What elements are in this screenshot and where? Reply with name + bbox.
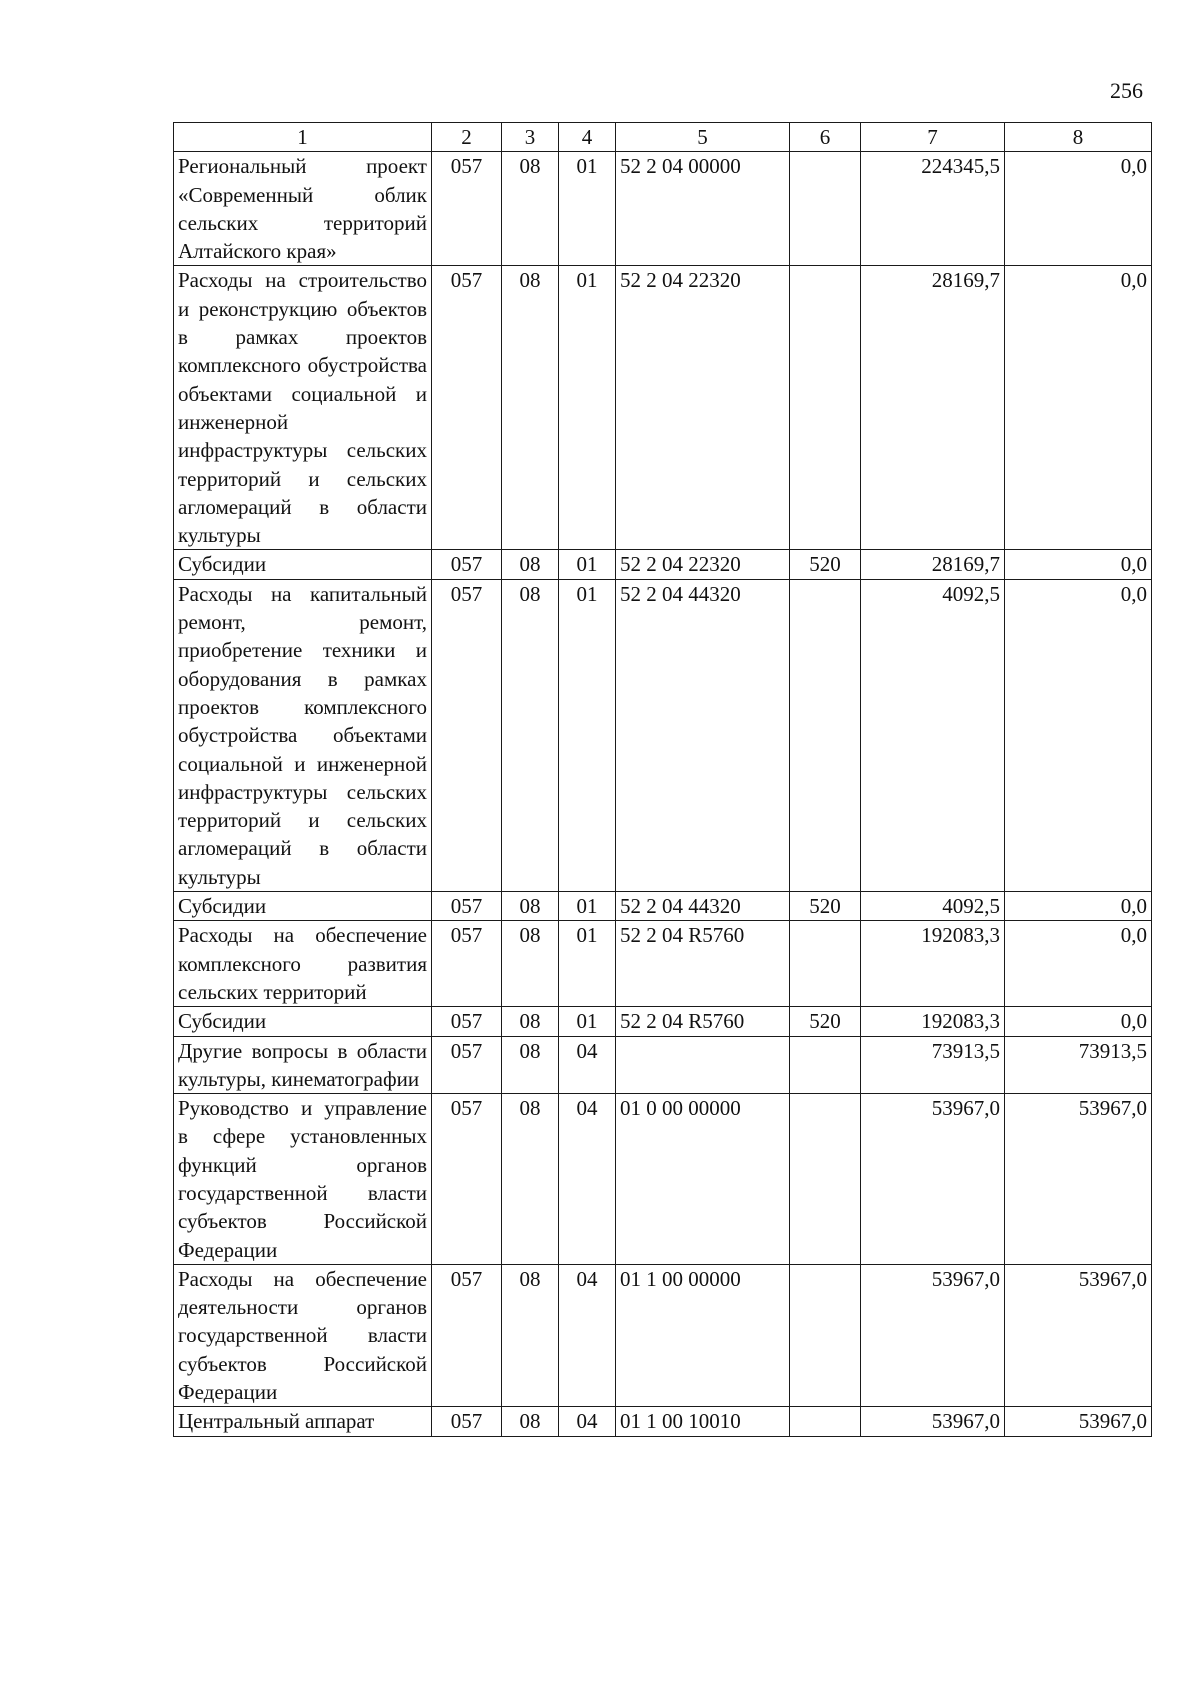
expense-type-code [790,152,861,266]
table-row [174,550,1152,579]
section-code: 08 [502,266,559,550]
section-code: 08 [502,550,559,579]
expense-name: Субсидии [174,892,432,921]
table-row [174,1036,1152,1094]
subsection-code: 04 [559,1407,616,1436]
amount-col8: 0,0 [1005,266,1152,550]
expense-type-code: 520 [790,550,861,579]
amount-col8: 0,0 [1005,579,1152,891]
expense-name: Расходы на строительство и реконструкцию объектов в рамках проектов комплексного обустройства объектами социальной и инженерной инфраструктуры сельских территорий и сельских агломераций в области культуры [174,266,432,550]
target-article-code: 52 2 04 R5760 [616,1007,790,1036]
amount-col7: 28169,7 [861,266,1005,550]
section-code: 08 [502,152,559,266]
section-code: 08 [502,1407,559,1436]
header-cell: 4 [559,123,616,152]
ministry-code: 057 [432,579,502,891]
expense-type-code [790,266,861,550]
expense-name: Руководство и управление в сфере установленных функций органов государственной власти субъектов Российской Федерации [174,1094,432,1265]
subsection-code: 01 [559,579,616,891]
expense-type-code: 520 [790,892,861,921]
amount-col7: 53967,0 [861,1407,1005,1436]
header-cell: 2 [432,123,502,152]
amount-col7: 53967,0 [861,1094,1005,1265]
ministry-code: 057 [432,921,502,1007]
target-article-code: 52 2 04 00000 [616,152,790,266]
subsection-code: 01 [559,152,616,266]
amount-col7: 28169,7 [861,550,1005,579]
amount-col7: 4092,5 [861,579,1005,891]
table-row [174,1264,1152,1406]
expense-type-code [790,921,861,1007]
target-article-code: 52 2 04 22320 [616,550,790,579]
target-article-code: 52 2 04 44320 [616,579,790,891]
amount-col7: 192083,3 [861,921,1005,1007]
amount-col8: 73913,5 [1005,1036,1152,1094]
table-row [174,1407,1152,1436]
ministry-code: 057 [432,892,502,921]
amount-col7: 53967,0 [861,1264,1005,1406]
target-article-code: 52 2 04 R5760 [616,921,790,1007]
header-cell: 1 [174,123,432,152]
table-row [174,152,1152,266]
amount-col8: 53967,0 [1005,1264,1152,1406]
amount-col8: 0,0 [1005,152,1152,266]
amount-col7: 192083,3 [861,1007,1005,1036]
expense-name: Центральный аппарат [174,1407,432,1436]
amount-col8: 0,0 [1005,921,1152,1007]
header-cell: 8 [1005,123,1152,152]
ministry-code: 057 [432,1264,502,1406]
ministry-code: 057 [432,1094,502,1265]
table-row [174,921,1152,1007]
header-cell: 5 [616,123,790,152]
ministry-code: 057 [432,152,502,266]
target-article-code: 52 2 04 22320 [616,266,790,550]
subsection-code: 04 [559,1036,616,1094]
expense-type-code [790,1094,861,1265]
amount-col8: 0,0 [1005,892,1152,921]
header-cell: 3 [502,123,559,152]
page-number: 256 [1110,78,1143,103]
header-row [174,123,1152,152]
target-article-code: 52 2 04 44320 [616,892,790,921]
expense-name: Расходы на обеспечение деятельности органов государственной власти субъектов Российской Федерации [174,1264,432,1406]
amount-col7: 4092,5 [861,892,1005,921]
amount-col8: 53967,0 [1005,1094,1152,1265]
section-code: 08 [502,579,559,891]
subsection-code: 04 [559,1094,616,1265]
amount-col8: 0,0 [1005,1007,1152,1036]
header-cell: 7 [861,123,1005,152]
expense-name: Расходы на капитальный ремонт, ремонт, приобретение техники и оборудования в рамках проектов комплексного обустройства объектами социальной и инженерной инфраструктуры сельских территорий и сельских агломераций в области культуры [174,579,432,891]
amount-col7: 73913,5 [861,1036,1005,1094]
expense-type-code [790,1407,861,1436]
expense-name: Расходы на обеспечение комплексного развития сельских территорий [174,921,432,1007]
budget-table [173,122,1152,1437]
ministry-code: 057 [432,266,502,550]
expense-name: Субсидии [174,550,432,579]
table-row [174,1094,1152,1265]
section-code: 08 [502,921,559,1007]
table-row [174,892,1152,921]
ministry-code: 057 [432,1407,502,1436]
section-code: 08 [502,892,559,921]
subsection-code: 04 [559,1264,616,1406]
expense-type-code: 520 [790,1007,861,1036]
expense-name: Другие вопросы в области культуры, кинематографии [174,1036,432,1094]
amount-col7: 224345,5 [861,152,1005,266]
section-code: 08 [502,1007,559,1036]
amount-col8: 0,0 [1005,550,1152,579]
header-cell: 6 [790,123,861,152]
section-code: 08 [502,1036,559,1094]
expense-type-code [790,579,861,891]
target-article-code: 01 1 00 10010 [616,1407,790,1436]
target-article-code: 01 1 00 00000 [616,1264,790,1406]
amount-col8: 53967,0 [1005,1407,1152,1436]
subsection-code: 01 [559,892,616,921]
expense-type-code [790,1036,861,1094]
section-code: 08 [502,1264,559,1406]
expense-name: Региональный проект «Современный облик сельских территорий Алтайского края» [174,152,432,266]
target-article-code [616,1036,790,1094]
ministry-code: 057 [432,1007,502,1036]
subsection-code: 01 [559,266,616,550]
subsection-code: 01 [559,1007,616,1036]
subsection-code: 01 [559,550,616,579]
expense-name: Субсидии [174,1007,432,1036]
table-row [174,266,1152,550]
subsection-code: 01 [559,921,616,1007]
table-row [174,579,1152,891]
section-code: 08 [502,1094,559,1265]
ministry-code: 057 [432,1036,502,1094]
ministry-code: 057 [432,550,502,579]
expense-type-code [790,1264,861,1406]
table-row [174,1007,1152,1036]
target-article-code: 01 0 00 00000 [616,1094,790,1265]
